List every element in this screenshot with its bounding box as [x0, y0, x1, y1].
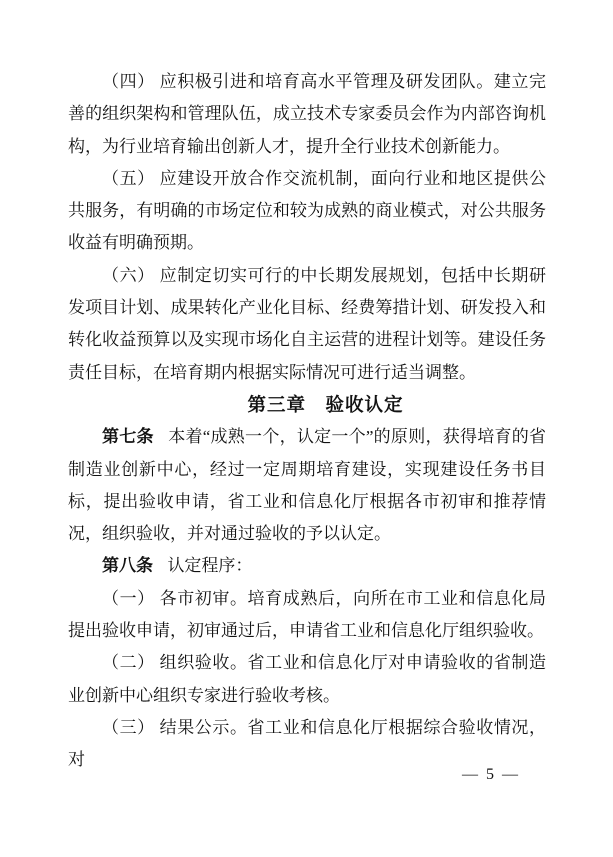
article-7-label: 第七条 — [102, 427, 154, 447]
clause-5-paragraph: （五） 应建设开放合作交流机制，面向行业和地区提供公共服务，有明确的市场定位和较为成熟的商业模式，对公共服务收益有明确预期。 — [68, 168, 546, 253]
article-8-label: 第八条 — [102, 556, 153, 576]
article-7-text: 本着“成熟一个，认定一个”的原则，获得培育的省制造业创新中心，经过一定周期培育建设，实现建设任务书目标，提出验收申请，省工业和信息化厅根据各市初审和推荐情况，组织验收，并对通过验收的予以认定。 — [68, 427, 547, 544]
article-8-text: 认定程序： — [167, 556, 253, 576]
clause-6-paragraph: （六） 应制定切实可行的中长期发展规划，包括中长期研发项目计划、成果转化产业化目标、经费筹措计划、研发投入和转化收益预算以及实现市场化自主运营的进程计划等。建设任务责任目标，在培育期内根据实际情况可进行适当调整。 — [68, 265, 546, 382]
procedure-step-1-paragraph: （一） 各市初审。培育成熟后，向所在市工业和信息化局提出验收申请，初审通过后，申请省工业和信息化厅组织验收。 — [68, 588, 546, 641]
clause-4-paragraph: （四） 应积极引进和培育高水平管理及研发团队。建立完善的组织架构和管理队伍，成立技术专家委员会作为内部咨询机构，为行业培育输出创新人才，提升全行业技术创新能力。 — [68, 72, 546, 156]
procedure-step-2-paragraph: （二） 组织验收。省工业和信息化厅对申请验收的省制造业创新中心组织专家进行验收考核。 — [68, 653, 546, 705]
page-number: — 5 — — [462, 766, 520, 783]
document-body — [68, 66, 546, 777]
procedure-step-3-paragraph: （三） 结果公示。省工业和信息化厅根据综合验收情况，对 — [68, 717, 546, 770]
article-8-paragraph — [68, 550, 546, 582]
article-7-paragraph — [68, 421, 546, 550]
chapter-3-heading: 第三章 验收认定 — [247, 393, 404, 415]
